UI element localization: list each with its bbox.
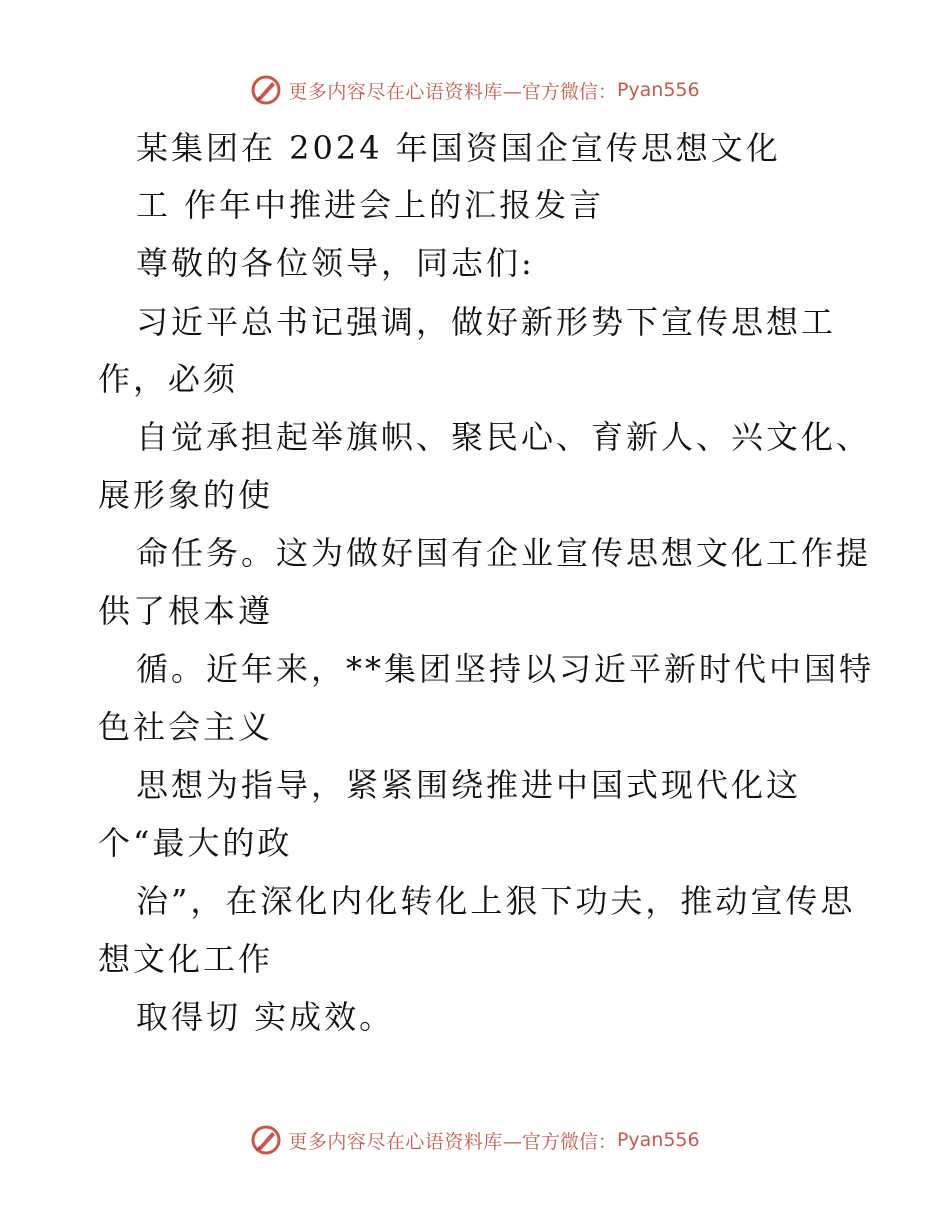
paragraph-line: 习近平总书记强调，做好新形势下宣传思想工: [136, 303, 837, 341]
paragraph-line: 色社会主义: [98, 708, 274, 746]
watermark-separator: —官方微信：: [502, 1130, 617, 1153]
paragraph-line: 作，必须: [98, 360, 239, 398]
paragraph-line: 展形象的使: [98, 476, 274, 514]
watermark-handle: Pyan556: [616, 79, 700, 101]
watermark-text: 更多内容尽在心语资料库: [288, 80, 503, 103]
watermark-text: 更多内容尽在心语资料库: [288, 1130, 503, 1153]
paragraph-line: 个“最大的政: [98, 824, 293, 862]
salutation: 尊敬的各位领导，同志们:: [136, 244, 535, 282]
paragraph-line: 治”，在深化内化转化上狠下功夫，推动宣传思: [136, 882, 856, 920]
paragraph-line: 想文化工作: [98, 940, 274, 978]
paragraph-line: 取得切 实成效。: [136, 998, 395, 1036]
paragraph-line: 自觉承担起举旗帜、聚民心、育新人、兴文化、: [136, 418, 872, 456]
paragraph-line: 供了根本遵: [98, 592, 274, 630]
watermark-header: [0, 70, 950, 110]
paragraph-line: 循。近年来，**集团坚持以习近平新时代中国特: [136, 650, 875, 688]
watermark-separator: —官方微信：: [502, 80, 617, 103]
watermark-handle: Pyan556: [616, 1129, 700, 1151]
paragraph-line: 命任务。这为做好国有企业宣传思想文化工作提: [136, 534, 872, 572]
document-title-line-2: 工 作年中推进会上的汇报发言: [136, 186, 605, 224]
quill-pen-circle-icon: [250, 74, 282, 106]
document-title-line-1: 某集团在 2024 年国资国企宣传思想文化: [136, 129, 781, 167]
watermark-footer: [0, 1120, 950, 1160]
quill-pen-circle-icon: [250, 1124, 282, 1156]
paragraph-line: 思想为指导，紧紧围绕推进中国式现代化这: [136, 766, 802, 804]
